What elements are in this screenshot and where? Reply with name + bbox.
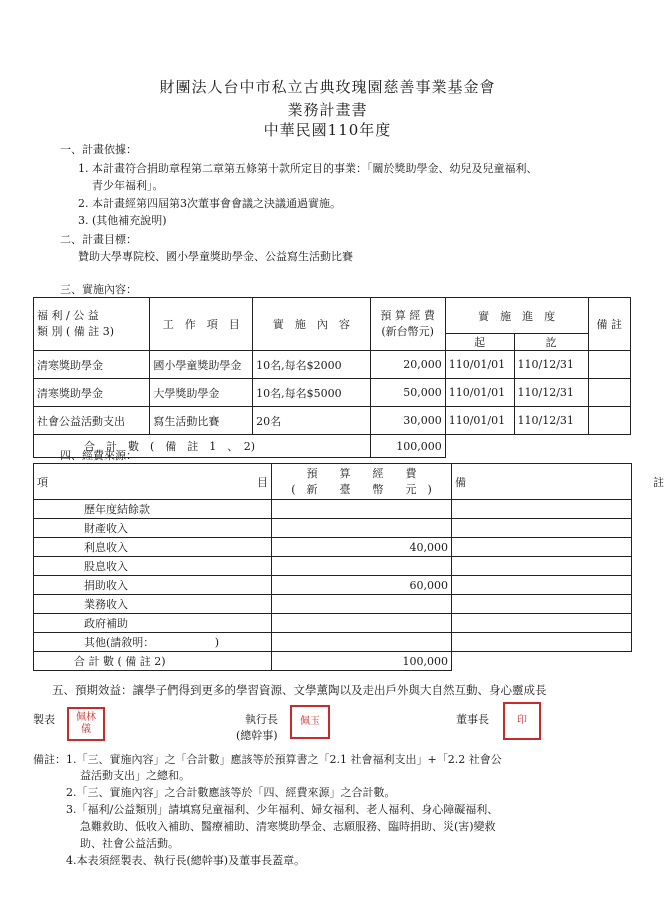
funding-cell-label: 利息收入: [34, 538, 272, 557]
section2-content: 贊助大學專院校、國小學童獎助學金、公益寫生活動比賽: [78, 250, 353, 263]
impl-header-start: 起: [445, 334, 514, 351]
funding-cell-label: 股息收入: [34, 557, 272, 576]
impl-cell-category: 清寒獎助學金: [34, 379, 150, 407]
impl-cell-item: 國小學童獎助學金: [150, 351, 253, 379]
funding-header-budget: [272, 464, 452, 500]
section1-title: 一、計畫依據：: [60, 143, 137, 156]
funding-table: [33, 463, 664, 671]
note-3-line1: 3.「福利/公益類別」請填寫兒童福利、少年福利、婦女福利、老人福利、身心障礙福利、: [66, 803, 499, 816]
executive-label: 執行長: [245, 713, 278, 726]
impl-cell-content: 20名: [253, 407, 370, 435]
table-row: [34, 557, 632, 576]
funding-cell-remark: [452, 614, 632, 633]
impl-total-empty: [445, 435, 630, 458]
note-4: 4.本表須經製表、執行長(總幹事)及董事長蓋章。: [66, 854, 306, 867]
funding-cell-value: [272, 595, 452, 614]
maker-label: 製表: [33, 713, 55, 726]
chairman-label: 董事長: [456, 713, 489, 726]
executive-note: (總幹事): [236, 729, 278, 742]
funding-total-value: 100,000: [272, 652, 452, 671]
table-row: [34, 576, 632, 595]
section1-item2: 2. 本計畫經第四屆第3次董事會會議之決議通過實施。: [78, 197, 341, 210]
impl-cell-remark: [588, 407, 630, 435]
maker-seal: 佩林 儀: [67, 707, 105, 741]
year-title: 中華民國110年度: [263, 121, 392, 139]
impl-cell-item: 寫生活動比賽: [150, 407, 253, 435]
impl-header-progress: 實 施 進 度: [445, 298, 588, 334]
table-row: [34, 407, 631, 435]
funding-cell-label: 業務收入: [34, 595, 272, 614]
funding-cell-label: 其他(請敘明： ): [34, 633, 272, 652]
impl-cell-category: 社會公益活動支出: [34, 407, 150, 435]
note-1-line1: 1.「三、實施內容」之「合計數」應該等於預算書之「2.1 社會福利支出」+「2.2 社會公: [66, 753, 502, 766]
notes-label: 備註：: [33, 753, 66, 766]
table-row: [34, 614, 632, 633]
impl-header-end: 訖: [514, 334, 588, 351]
impl-header-budget: [370, 298, 445, 351]
funding-header-budget-line1: 預 算 經 費: [306, 466, 417, 480]
impl-total-label: 合 計 數 ( 備 註 1 、 2): [34, 435, 371, 458]
section4-title: 四、經費來源：: [60, 449, 137, 462]
funding-cell-value: [272, 557, 452, 576]
section3-title: 三、實施內容：: [60, 283, 137, 296]
impl-header-category: [34, 298, 150, 351]
funding-cell-remark: [452, 595, 632, 614]
funding-cell-label: 財產收入: [34, 519, 272, 538]
impl-header-row: [34, 298, 631, 334]
funding-cell-remark: [452, 519, 632, 538]
funding-cell-remark: [452, 557, 632, 576]
section1-item1-line1: 1. 本計畫符合捐助章程第二章第五條第十款所定目的事業：「關於獎助學金、幼兒及兒童福利、: [78, 162, 538, 175]
funding-cell-remark: [452, 500, 632, 519]
impl-cell-content: 10名,每名$5000: [253, 379, 370, 407]
note-3-line2: 急難救助、低收入補助、醫療補助、清寒獎助學金、志願服務、臨時捐助、災(害)變救: [80, 820, 496, 833]
impl-cell-budget: 50,000: [370, 379, 445, 407]
funding-cell-value: [272, 519, 452, 538]
funding-cell-value: [272, 633, 452, 652]
funding-cell-value: [272, 614, 452, 633]
funding-total-row: [34, 652, 632, 671]
impl-header-category-line2: 類 別 ( 備 註 3): [37, 325, 115, 338]
executive-seal: 佩玉: [290, 705, 330, 739]
impl-cell-end: 110/12/31: [514, 351, 588, 379]
impl-header-remark: 備 註: [588, 298, 630, 351]
impl-cell-start: 110/01/01: [445, 407, 514, 435]
table-row: [34, 519, 632, 538]
impl-header-budget-line1: 預 算 經 費: [380, 309, 435, 322]
impl-cell-item: 大學獎助學金: [150, 379, 253, 407]
impl-header-budget-line2: (新台幣元): [381, 325, 434, 338]
funding-cell-remark: [452, 576, 632, 595]
funding-header-remark: 備 註: [452, 464, 632, 500]
funding-cell-label: 政府補助: [34, 614, 272, 633]
impl-cell-category: 清寒獎助學金: [34, 351, 150, 379]
table-row: [34, 633, 632, 652]
funding-cell-label: 歷年度結餘款: [34, 500, 272, 519]
impl-header-content: 實 施 內 容: [253, 298, 370, 351]
impl-cell-remark: [588, 351, 630, 379]
impl-cell-end: 110/12/31: [514, 407, 588, 435]
funding-cell-label: 捐助收入: [34, 576, 272, 595]
section5-text: 五、預期效益：讓學子們得到更多的學習資源、文學薰陶以及走出戶外與大自然互動、身心靈成長: [52, 683, 547, 697]
section1-item1-line2: 青少年福利」。: [92, 179, 164, 192]
org-title: 財團法人台中市私立古典玫瑰園慈善事業基金會: [159, 78, 496, 96]
funding-cell-remark: [452, 538, 632, 557]
funding-cell-value: 40,000: [272, 538, 452, 557]
doc-title: 業務計畫書: [287, 101, 368, 119]
impl-header-category-line1: 福 利 / 公 益: [37, 309, 99, 322]
impl-cell-content: 10名,每名$2000: [253, 351, 370, 379]
funding-header-item: 項 目: [34, 464, 272, 500]
section2-title: 二、計畫目標：: [60, 233, 137, 246]
funding-cell-value: [272, 500, 452, 519]
table-row: [34, 595, 632, 614]
impl-cell-start: 110/01/01: [445, 379, 514, 407]
section1-item3: 3. (其他補充說明): [78, 214, 167, 227]
table-row: [34, 379, 631, 407]
impl-cell-budget: 30,000: [370, 407, 445, 435]
table-row: [34, 351, 631, 379]
implementation-table: [33, 297, 631, 458]
chairman-seal: 印: [503, 702, 541, 740]
funding-cell-remark: [452, 633, 632, 652]
funding-header-row: [34, 464, 632, 500]
table-row: [34, 500, 632, 519]
funding-cell-value: 60,000: [272, 576, 452, 595]
funding-total-empty: [452, 652, 632, 671]
impl-total-value: 100,000: [370, 435, 445, 458]
impl-cell-start: 110/01/01: [445, 351, 514, 379]
note-1-line2: 益活動支出」之總和。: [80, 769, 190, 782]
note-3-line3: 助、社會公益活動。: [80, 837, 179, 850]
note-2: 2.「三、實施內容」之合計數應該等於「四、經費來源」之合計數。: [66, 786, 396, 799]
impl-cell-remark: [588, 379, 630, 407]
table-row: [34, 538, 632, 557]
funding-total-label: 合 計 數 ( 備 註 2): [34, 652, 272, 671]
funding-header-budget-line2: ( 新 臺 幣 元 ): [291, 482, 432, 496]
impl-header-item: 工 作 項 目: [150, 298, 253, 351]
impl-cell-budget: 20,000: [370, 351, 445, 379]
impl-cell-end: 110/12/31: [514, 379, 588, 407]
